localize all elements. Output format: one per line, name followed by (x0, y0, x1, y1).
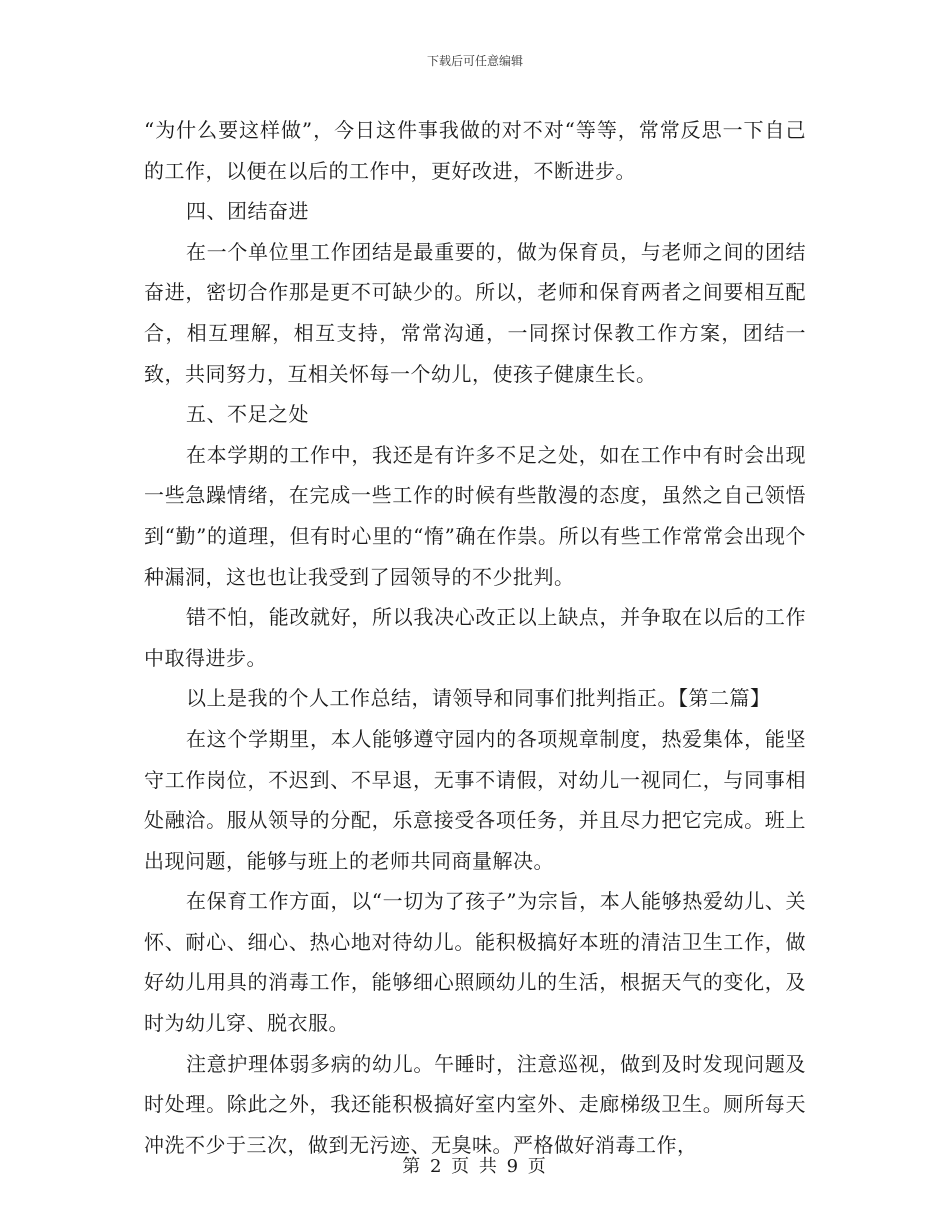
page-header-note: 下载后可任意编辑 (426, 54, 523, 68)
page-number: 第 2 页 共 9 页 (402, 1156, 548, 1177)
paragraph: 错不怕，能改就好，所以我决心改正以上缺点，并争取在以后的工作中取得进步。 (144, 605, 806, 670)
paragraph: “为什么要这样做”，今日这件事我做的对不对“等等，常常反思一下自己的工作，以便在以后的工作中，更好改进，不断进步。 (144, 118, 806, 183)
paragraph: 在保育工作方面，以“一切为了孩子”为宗旨，本人能够热爱幼儿、关怀、耐心、细心、热心地对待幼儿。能积极搞好本班的清洁卫生工作，做好幼儿用具的消毒工作，能够细心照顾幼儿的生活，根据天气的变化，及时为幼儿穿、脱衣服。 (144, 889, 806, 1036)
paragraph: 以上是我的个人工作总结，请领导和同事们批判指正。【第二篇】 (186, 686, 771, 711)
section-heading: 五、不足之处 (186, 402, 309, 427)
section-heading: 四、团结奋进 (186, 199, 309, 224)
paragraph: 在一个单位里工作团结是最重要的，做为保育员，与老师之间的团结奋进，密切合作那是更不可缺少的。所以，老师和保育两者之间要相互配合，相互理解，相互支持，常常沟通，一同探讨保教工作方案，团结一致，共同努力，互相关怀每一个幼儿，使孩子健康生长。 (144, 239, 806, 386)
paragraph: 在这个学期里，本人能够遵守园内的各项规章制度，热爱集体，能坚守工作岗位，不迟到、不早退，无事不请假，对幼儿一视同仁，与同事相处融洽。服从领导的分配，乐意接受各项任务，并且尽力把它完成。班上出现问题，能够与班上的老师共同商量解决。 (144, 726, 806, 873)
paragraph: 注意护理体弱多病的幼儿。午睡时，注意巡视，做到及时发现问题及时处理。除此之外，我还能积极搞好室内室外、走廊梯级卫生。厕所每天冲洗不少于三次，做到无污迹、无臭味。严格做好消毒工作， (144, 1051, 806, 1157)
document-body (144, 110, 806, 1165)
paragraph: 在本学期的工作中，我还是有许多不足之处，如在工作中有时会出现一些急躁情绪，在完成一些工作的时候有些散漫的态度，虽然之自己领悟到“勤”的道理，但有时心里的“惰”确在作祟。所以有些工作常常会出现个种漏洞，这也也让我受到了园领导的不少批判。 (144, 442, 806, 589)
